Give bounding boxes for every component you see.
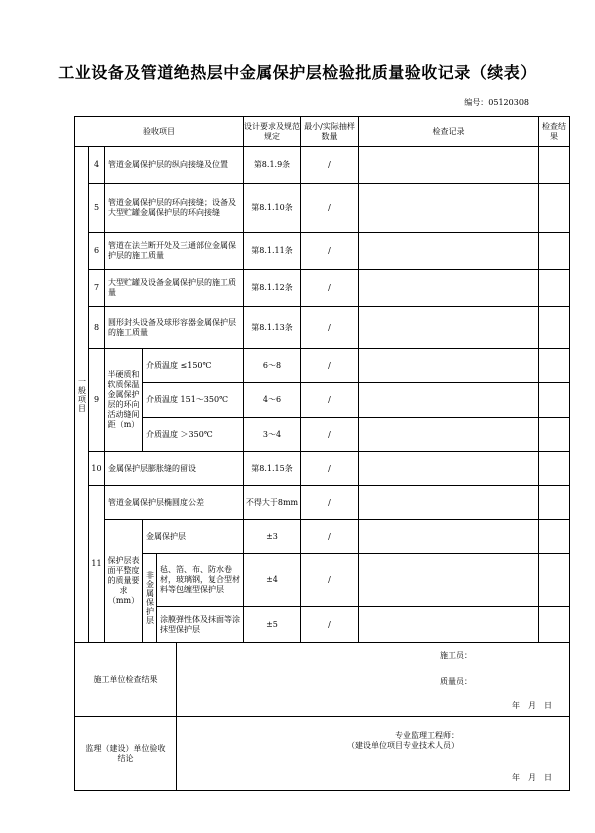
row-spec: 第8.1.12条 <box>244 270 301 307</box>
row11-top-desc: 管道金属保护层椭圆度公差 <box>105 486 244 520</box>
row-record[interactable] <box>359 486 539 520</box>
row9-sub-desc: 介质温度 151～350℃ <box>143 383 244 418</box>
row9-label: 半硬质和软质保温金属保护层的环向活动缝间距（m） <box>105 349 143 452</box>
row9-sub-spec: 3～4 <box>244 418 301 452</box>
row9-sub-desc: 介质温度 ≤150℃ <box>143 349 244 383</box>
row-record[interactable] <box>359 184 539 233</box>
row11-nonmetal-sample: / <box>301 607 359 643</box>
page-title: 工业设备及管道绝热层中金属保护层检验批质量验收记录（续表） <box>58 63 537 82</box>
row9-sub-sample: / <box>301 383 359 418</box>
row-result[interactable] <box>539 607 570 643</box>
row-spec: 第8.1.11条 <box>244 233 301 270</box>
row11-metal-sample: / <box>301 520 359 554</box>
supervision-engineer: 专业监理工程师： <box>395 731 459 740</box>
construction-quality: 质量员： <box>440 677 472 686</box>
row-result[interactable] <box>539 486 570 520</box>
row-sample: / <box>301 184 359 233</box>
row-result[interactable] <box>539 383 570 418</box>
row-desc: 金属保护层膨胀缝的留设 <box>105 452 244 486</box>
row-spec: 第8.1.9条 <box>244 147 301 184</box>
row11-nonmetal-desc: 涂膜弹性体及抹面等涂抹型保护层 <box>157 607 244 643</box>
row-sample: / <box>301 452 359 486</box>
row9-sub-spec: 6～8 <box>244 349 301 383</box>
row-no: 8 <box>89 307 105 349</box>
construction-label: 施工单位检查结果 <box>75 643 177 717</box>
row-result[interactable] <box>539 147 570 184</box>
row-record[interactable] <box>359 554 539 607</box>
row-result[interactable] <box>539 520 570 554</box>
row-no: 7 <box>89 270 105 307</box>
row-sample: / <box>301 233 359 270</box>
row-desc: 管道金属保护层的纵向接缝及位置 <box>105 147 244 184</box>
row9-sub-desc: 介质温度 ＞350℃ <box>143 418 244 452</box>
row-result[interactable] <box>539 418 570 452</box>
row-desc: 管道金属保护层的环向接缝；设备及大型贮罐金属保护层的环向接缝 <box>105 184 244 233</box>
row-record[interactable] <box>359 452 539 486</box>
inspection-table <box>74 116 570 791</box>
row9-sub-sample: / <box>301 349 359 383</box>
header-spec: 设计要求及规范规定 <box>244 117 301 147</box>
row11-nonmetal-desc: 毡、箔、布、防水卷材，玻璃钢，复合型材料等包缠型保护层 <box>157 554 244 607</box>
row11-metal-spec: ±3 <box>244 520 301 554</box>
row9-sub-sample: / <box>301 418 359 452</box>
row-result[interactable] <box>539 270 570 307</box>
row-desc: 圆形封头设备及球形容器金属保护层的施工质量 <box>105 307 244 349</box>
row11-metal-desc: 金属保护层 <box>143 520 244 554</box>
row-record[interactable] <box>359 233 539 270</box>
construction-worker: 施工员： <box>440 651 472 660</box>
row-no: 4 <box>89 147 105 184</box>
row-desc: 管道在法兰断开处及三通部位金属保护层的施工质量 <box>105 233 244 270</box>
row-spec: 第8.1.13条 <box>244 307 301 349</box>
category-label: 一般项目 <box>75 147 89 643</box>
row11-nonmetal-sample: / <box>301 554 359 607</box>
row-no: 11 <box>89 486 105 643</box>
construction-date: 年 月 日 <box>512 701 552 710</box>
header-sample: 最小/实际抽样数量 <box>301 117 359 147</box>
row-record[interactable] <box>359 349 539 383</box>
row11-top-spec: 不得大于8mm <box>244 486 301 520</box>
row-desc: 大型贮罐及设备金属保护层的施工质量 <box>105 270 244 307</box>
header-result: 检查结果 <box>539 117 570 147</box>
row11-top-sample: / <box>301 486 359 520</box>
row-record[interactable] <box>359 270 539 307</box>
row-result[interactable] <box>539 233 570 270</box>
row-result[interactable] <box>539 452 570 486</box>
row-result[interactable] <box>539 307 570 349</box>
row-no: 10 <box>89 452 105 486</box>
row-record[interactable] <box>359 307 539 349</box>
row-record[interactable] <box>359 418 539 452</box>
form-code: 编号：05120308 <box>464 98 529 107</box>
construction-result-area[interactable] <box>177 643 570 717</box>
row11-nonmetal-spec: ±5 <box>244 607 301 643</box>
row-result[interactable] <box>539 349 570 383</box>
row-sample: / <box>301 307 359 349</box>
row-spec: 第8.1.15条 <box>244 452 301 486</box>
row-record[interactable] <box>359 147 539 184</box>
row-no: 6 <box>89 233 105 270</box>
row-spec: 第8.1.10条 <box>244 184 301 233</box>
supervision-conclusion-area[interactable] <box>177 717 570 791</box>
row11-label: 保护层表面平整度的质量要求（mm） <box>105 520 143 643</box>
row-sample: / <box>301 147 359 184</box>
row-result[interactable] <box>539 554 570 607</box>
row-record[interactable] <box>359 520 539 554</box>
supervision-date: 年 月 日 <box>512 773 552 782</box>
supervision-label: 监理（建设）单位验收结论 <box>75 717 177 791</box>
row-sample: / <box>301 270 359 307</box>
row-record[interactable] <box>359 607 539 643</box>
row-result[interactable] <box>539 184 570 233</box>
row11-nonmetal-label: 非金属保护层 <box>143 554 157 643</box>
header-item: 验收项目 <box>75 117 244 147</box>
row-no: 9 <box>89 349 105 452</box>
row-no: 5 <box>89 184 105 233</box>
row-record[interactable] <box>359 383 539 418</box>
supervision-engineer-note: （建设单位项目专业技术人员） <box>347 741 459 750</box>
row11-nonmetal-spec: ±4 <box>244 554 301 607</box>
header-record: 检查记录 <box>359 117 539 147</box>
row9-sub-spec: 4～6 <box>244 383 301 418</box>
